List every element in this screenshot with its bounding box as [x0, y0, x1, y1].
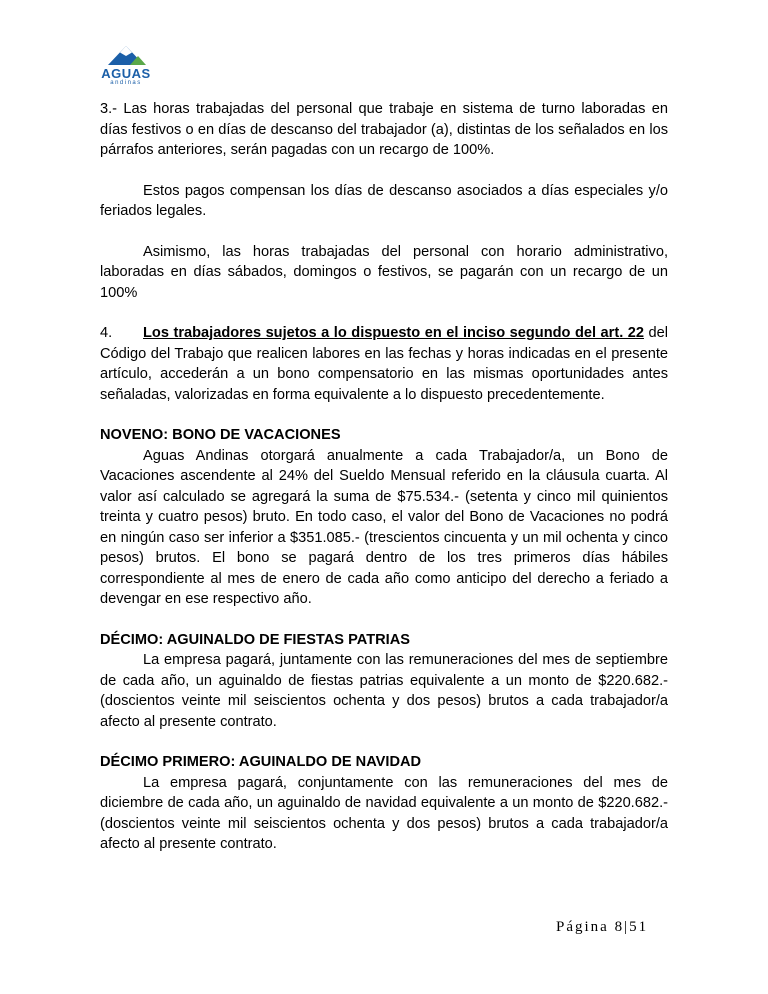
paragraph-4-text: del Código del Trabajo que realicen labores en las fechas y horas indicadas en el presente artículo, accederán a un bono compensatorio en las mismas oportunidades antes señaladas, valorizadas en forma equivalente a lo dispuesto precedentemente.: [100, 325, 668, 403]
noveno-heading: NOVENO: BONO DE VACACIONES: [100, 427, 341, 443]
paragraph-3-compensation: Estos pagos compensan los días de descanso asociados a días especiales y/o feriados legales.: [100, 182, 668, 219]
page-footer: Página 8|51: [556, 919, 649, 935]
noveno-text: Aguas Andinas otorgará anualmente a cada Trabajador/a, un Bono de Vacaciones ascendente al 24% del Sueldo Mensual referido en la cláusula cuarta. Al valor así calculado se agregará la suma de $75.534.- (setenta y cinco mil quinientos treinta y cuatro pesos) bruto. En todo caso, el valor del Bono de Vacaciones no podrá en ningún caso ser inferior a $351.085.- (trescientos cincuenta y un mil ochenta y cinco pesos) brutos. El bono se pagará dentro de los tres primeros días hábiles correspondiente al mes de enero de cada año como anticipo del derecho a feriado a devengar en ese respectivo año.: [100, 447, 668, 607]
paragraph-3-administrative: Asimismo, las horas trabajadas del personal con horario administrativo, laboradas en días sábados, domingos o festivos, se pagarán con un recargo de un 100%: [100, 243, 668, 301]
decimo-primero-heading: DÉCIMO PRIMERO: AGUINALDO DE NAVIDAD: [100, 754, 422, 770]
logo-name: AGUAS: [101, 66, 151, 81]
decimo-heading: DÉCIMO: AGUINALDO DE FIESTAS PATRIAS: [100, 631, 410, 648]
aguas-andinas-logo: [100, 44, 152, 90]
paragraph-4: [100, 323, 668, 405]
paragraph-3: 3.- Las horas trabajadas del personal que trabaje en sistema de turno laboradas en días festivos o en días de descanso del trabajador (a), distintas de los señalados en los párrafos anteriores, serán pagadas con un recargo de 100%.: [100, 101, 668, 158]
mountain-logo-icon: [100, 44, 152, 66]
document-body: [100, 99, 668, 855]
paragraph-4-emphasis: Los trabajadores sujetos a lo dispuesto en el inciso segundo del art. 22: [143, 325, 644, 341]
page-total: 51: [629, 919, 649, 935]
page-number: 8: [614, 919, 625, 935]
decimo-primero-text: La empresa pagará, conjuntamente con las remuneraciones del mes de diciembre de cada año, un aguinaldo de navidad equivalente a un monto de $220.682.- (doscientos veinte mil seiscientos ochenta y dos pesos) brutos a cada trabajador/a afecto al presente contrato.: [100, 774, 668, 852]
paragraph-4-number: 4.: [100, 325, 113, 341]
decimo-text: La empresa pagará, juntamente con las remuneraciones del mes de septiembre de cada año, un aguinaldo de fiestas patrias equivalente a un monto de $220.682.- (doscientos veinte mil seiscientos ochenta y dos pesos) brutos a cada trabajador/a afecto al presente contrato.: [100, 652, 668, 730]
logo-subtitle: andinas: [110, 80, 142, 86]
page-label: Página: [556, 919, 609, 935]
